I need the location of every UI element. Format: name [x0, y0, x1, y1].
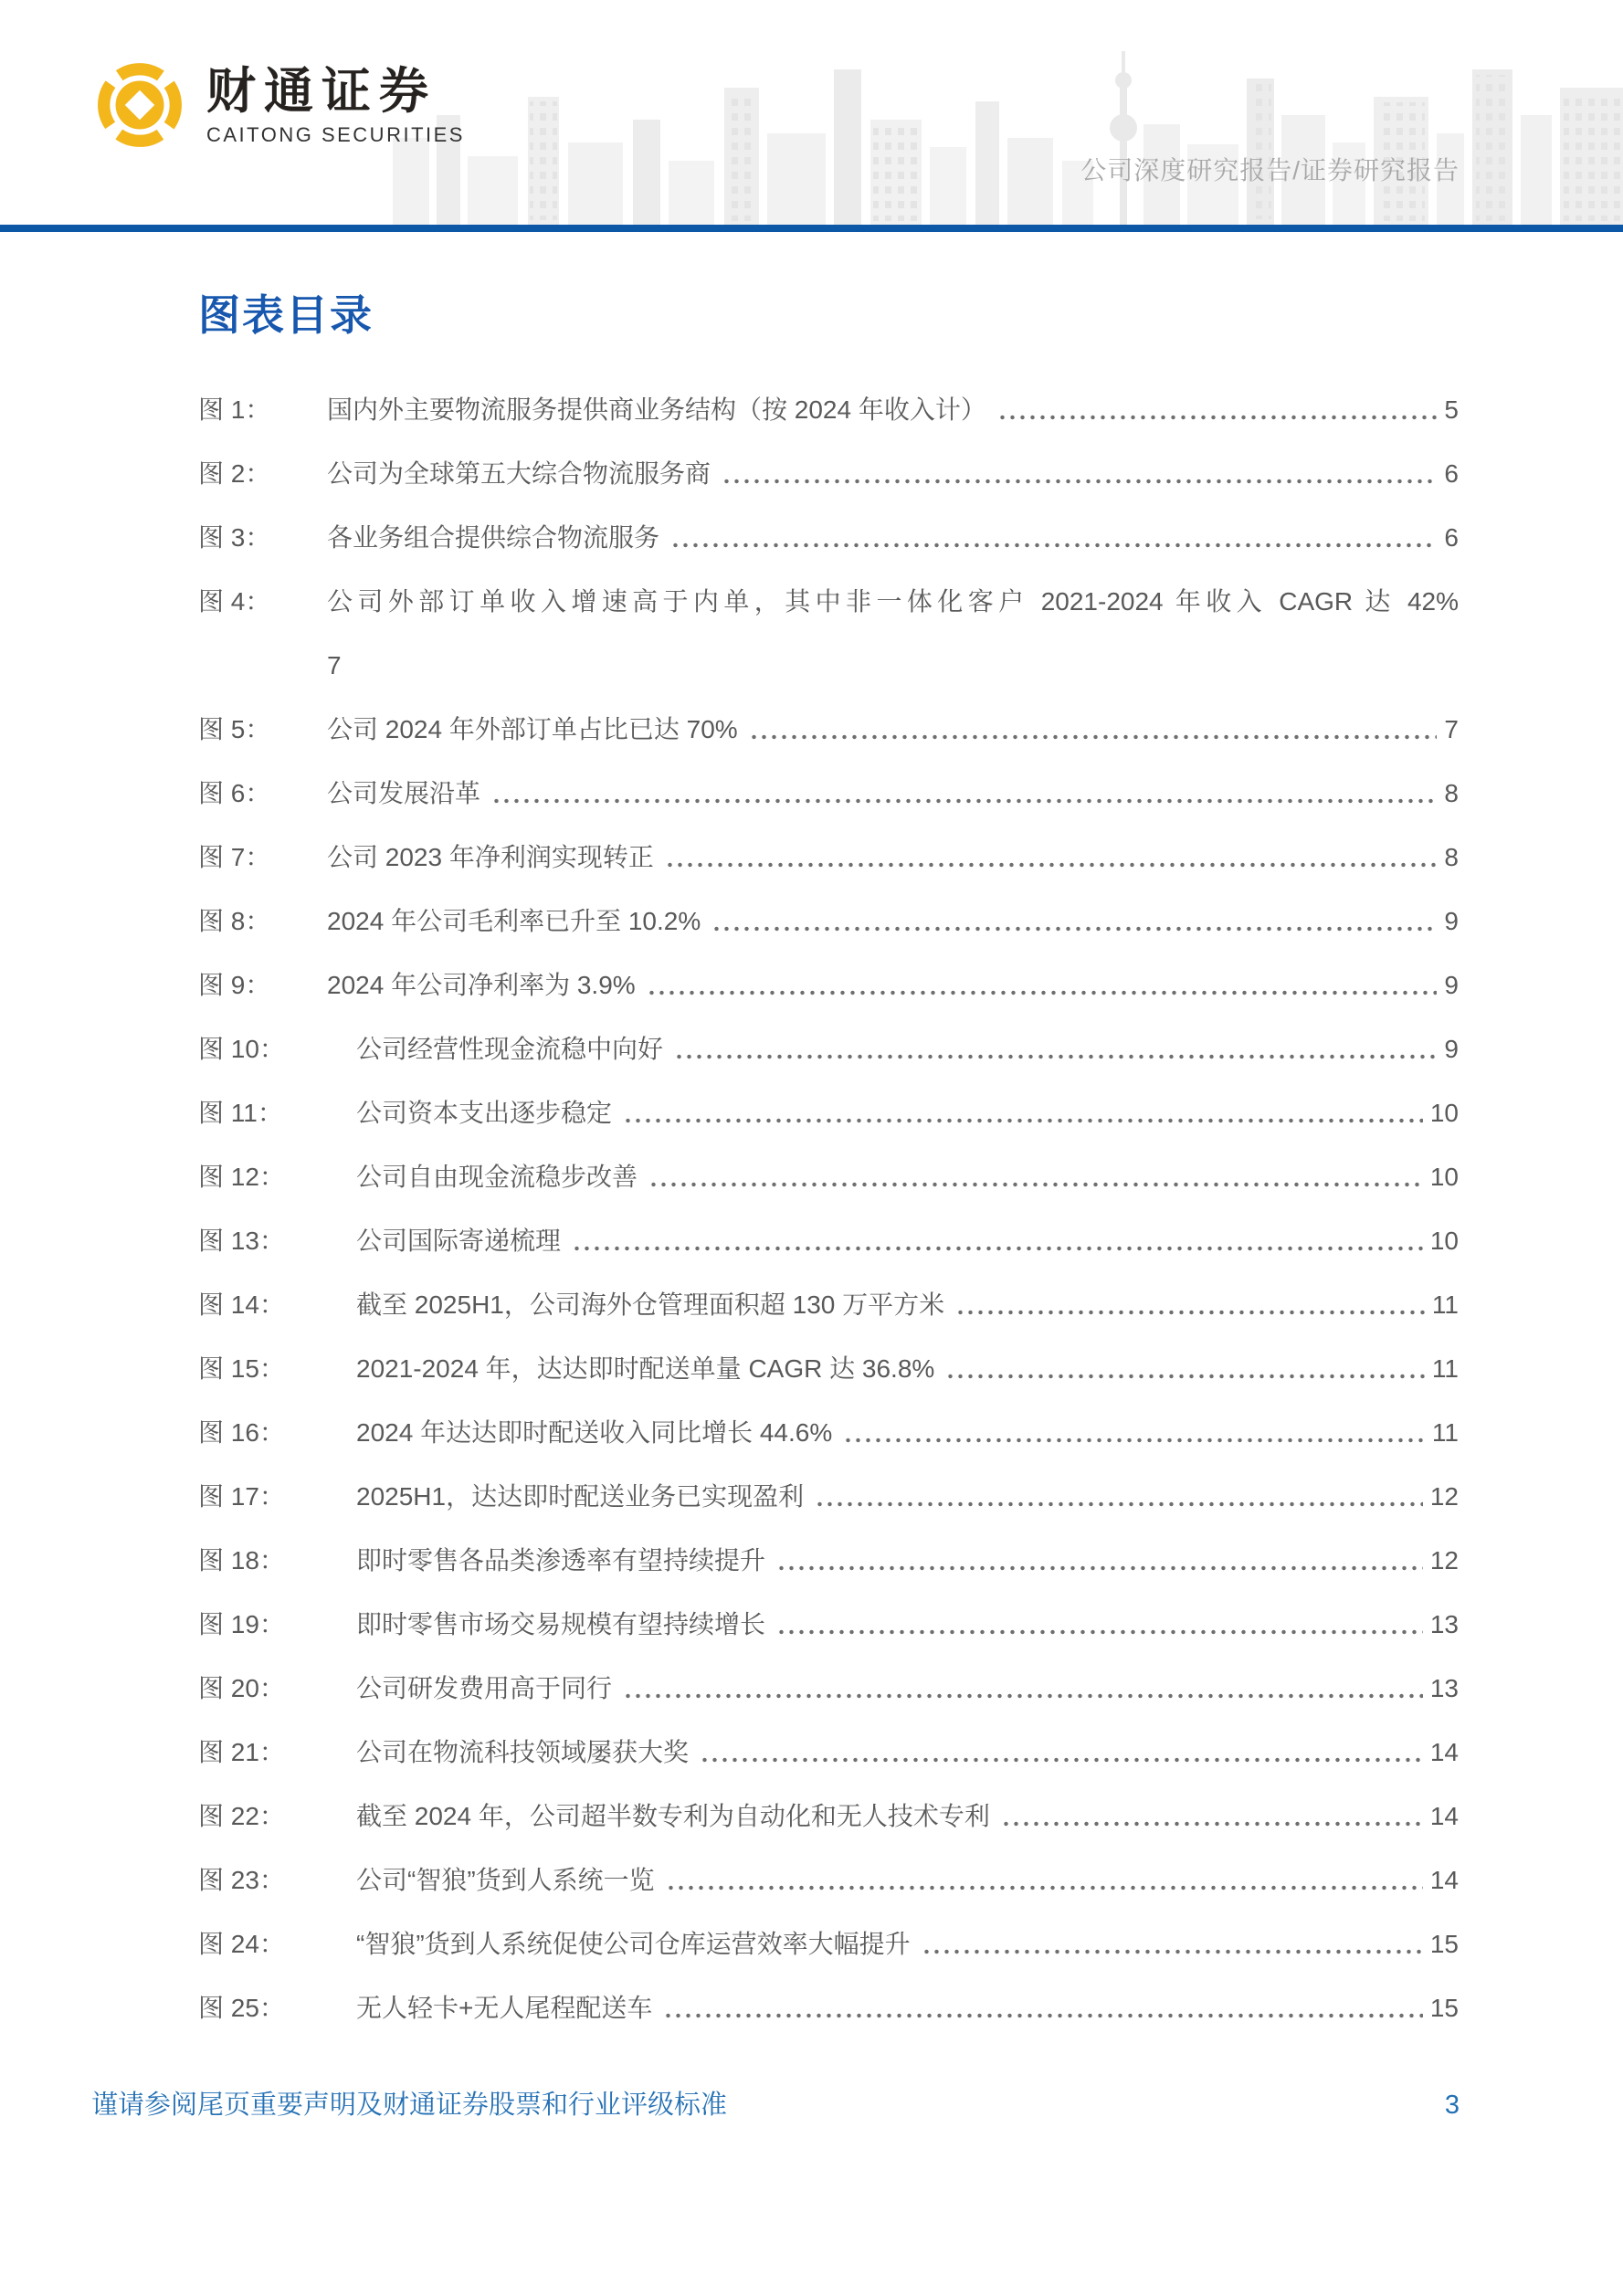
toc-entry-label: 图 12：: [198, 1163, 285, 1191]
brand-text: [206, 61, 465, 147]
toc-entry[interactable]: [198, 908, 1459, 934]
toc-entry-page: 10: [1429, 1227, 1459, 1255]
footer-page-number: 3: [1444, 2091, 1460, 2120]
toc-entry-label: 图 1：: [198, 395, 271, 424]
toc-entry-title: 2024 年公司净利率为 3.9%: [327, 971, 636, 999]
toc-entry[interactable]: [198, 780, 1459, 806]
toc-entry-title: 截至 2024 年，公司超半数专利为自动化和无人技术专利: [356, 1802, 990, 1830]
toc-entry[interactable]: [198, 1419, 1459, 1446]
toc-entry[interactable]: [198, 1227, 1459, 1254]
toc-entry-label: 图 22：: [198, 1802, 285, 1830]
toc-entry-title: 公司在物流科技领域屡获大奖: [356, 1738, 690, 1766]
toc-entry-page: 5: [1444, 395, 1459, 424]
toc-entry[interactable]: [198, 1803, 1459, 1829]
toc-entry-label: 图 2：: [198, 459, 271, 488]
toc-entry-title: 即时零售各品类渗透率有望持续提升: [356, 1546, 766, 1575]
toc-entry-title: 截至 2025H1，公司海外仓管理面积超 130 万平方米: [356, 1290, 945, 1319]
toc-entry-title: 公司“智狼”货到人系统一览: [356, 1866, 655, 1894]
toc-entry-label: 图 3：: [198, 523, 271, 552]
toc-entry-label: 图 14：: [198, 1290, 285, 1319]
toc-entry-page: 11: [1431, 1354, 1459, 1383]
toc-entry-label: 图 25：: [198, 1994, 285, 2022]
toc-entry-label: 图 11：: [198, 1099, 283, 1127]
toc-entry-page: 9: [1444, 907, 1459, 935]
toc-entry-label: 图 23：: [198, 1866, 285, 1894]
toc-leader-dots: [491, 798, 1437, 804]
toc-entry-page: 9: [1444, 971, 1459, 999]
toc-leader-dots: [674, 1054, 1437, 1059]
toc-leader-dots: [666, 1885, 1423, 1891]
toc-entry[interactable]: [198, 1867, 1459, 1893]
toc-entry-label: 图 24：: [198, 1930, 285, 1958]
toc-entry-page: 6: [1444, 523, 1459, 552]
caitong-coin-icon: [91, 57, 188, 153]
toc-entry-page: 7: [327, 651, 342, 679]
header-divider-rule: [0, 225, 1623, 232]
toc-entry-label: 图 10：: [198, 1035, 285, 1063]
toc-leader-dots: [749, 734, 1438, 740]
toc-entry-title: 公司经营性现金流稳中向好: [356, 1035, 664, 1063]
toc-entry-page: 15: [1429, 1994, 1459, 2022]
toc-leader-dots: [648, 1182, 1423, 1187]
toc-entry-page: 14: [1429, 1866, 1459, 1894]
toc-entry[interactable]: [198, 1931, 1459, 1957]
toc-entry-page: 14: [1429, 1802, 1459, 1830]
toc-entry-page: 8: [1444, 843, 1459, 871]
toc-leader-dots: [922, 1949, 1423, 1954]
toc-entry[interactable]: [198, 1355, 1459, 1382]
toc-entry[interactable]: [198, 524, 1459, 551]
toc-entry-label: 图 21：: [198, 1738, 285, 1766]
caitong-logo: [91, 57, 465, 153]
toc-entry-title: 2021-2024 年，达达即时配送单量 CAGR 达 36.8%: [356, 1354, 935, 1383]
toc-leader-dots: [700, 1757, 1423, 1763]
toc-entry-page: 8: [1444, 779, 1459, 807]
toc-leader-dots: [776, 1565, 1423, 1571]
page-footer: [91, 2090, 1460, 2121]
toc-entry-label: 图 6：: [198, 779, 271, 807]
toc-entry-page: 10: [1429, 1099, 1459, 1127]
toc-entry-title: “智狼”货到人系统促使公司仓库运营效率大幅提升: [356, 1930, 911, 1958]
toc-entry-label: 图 19：: [198, 1610, 285, 1638]
toc-entry-title: 2024 年达达即时配送收入同比增长 44.6%: [356, 1418, 833, 1447]
toc-entry[interactable]: [198, 588, 1459, 679]
toc-entry-title: 公司 2024 年外部订单占比已达 70%: [327, 715, 738, 743]
toc-entry[interactable]: [198, 1547, 1459, 1574]
toc-entry[interactable]: [198, 1675, 1459, 1701]
toc-entry-label: 图 5：: [198, 715, 271, 743]
toc-entry-label: 图 15：: [198, 1354, 285, 1383]
toc-entry-page: 7: [1444, 715, 1459, 743]
toc-entry-title: 各业务组合提供综合物流服务: [327, 523, 660, 552]
toc-entry[interactable]: [198, 1036, 1459, 1062]
figure-toc-section: [198, 290, 1459, 2059]
toc-entry-title: 公司自由现金流稳步改善: [356, 1163, 638, 1191]
toc-entry-page: 13: [1429, 1610, 1459, 1638]
toc-entry-label: 图 16：: [198, 1418, 285, 1447]
toc-entry-page: 13: [1429, 1674, 1459, 1702]
toc-entry-label: 图 9：: [198, 971, 271, 999]
toc-entry[interactable]: [198, 1483, 1459, 1510]
toc-entry-page: 11: [1431, 1290, 1459, 1319]
toc-entry-title: 公司外部订单收入增速高于内单，其中非一体化客户 2021-2024 年收入 CAGR 达 42%: [327, 587, 1459, 616]
toc-leader-dots: [955, 1310, 1425, 1315]
toc-entry-page: 14: [1429, 1738, 1459, 1766]
toc-entry-title: 公司为全球第五大综合物流服务商: [327, 459, 711, 488]
toc-entry-page: 9: [1444, 1035, 1459, 1063]
toc-entry[interactable]: [198, 972, 1459, 998]
toc-entry-title: 公司 2023 年净利润实现转正: [327, 843, 654, 871]
toc-leader-dots: [843, 1438, 1425, 1443]
toc-entry-label: 图 4：: [198, 587, 271, 616]
toc-entry-page: 15: [1429, 1930, 1459, 1958]
toc-leader-dots: [711, 926, 1437, 932]
toc-leader-dots: [623, 1693, 1423, 1699]
toc-leader-dots: [945, 1374, 1425, 1379]
toc-leader-dots: [815, 1501, 1423, 1507]
toc-leader-dots: [997, 415, 1438, 420]
toc-leader-dots: [1001, 1821, 1423, 1827]
toc-entry-label: 图 17：: [198, 1482, 285, 1511]
toc-entry-title: 无人轻卡+无人尾程配送车: [356, 1994, 653, 2022]
toc-entry-page: 12: [1429, 1482, 1459, 1511]
toc-entry[interactable]: [198, 1164, 1459, 1190]
toc-entry[interactable]: [198, 1995, 1459, 2021]
toc-entry[interactable]: [198, 1291, 1459, 1318]
toc-entry-title: 2025H1，达达即时配送业务已实现盈利: [356, 1482, 805, 1511]
toc-entry-title: 公司发展沿革: [327, 779, 481, 807]
toc-entry-title: 公司国际寄递梳理: [356, 1227, 562, 1255]
toc-entry-label: 图 20：: [198, 1674, 285, 1702]
toc-heading: 图表目录: [198, 291, 374, 339]
toc-entry-title: 公司资本支出逐步稳定: [356, 1099, 613, 1127]
toc-entry[interactable]: [198, 1739, 1459, 1765]
page-header: [0, 0, 1623, 232]
toc-leader-dots: [623, 1118, 1423, 1123]
toc-entry-label: 图 13：: [198, 1227, 285, 1255]
toc-entry-title: 即时零售市场交易规模有望持续增长: [356, 1610, 766, 1638]
toc-leader-dots: [663, 2013, 1422, 2018]
toc-leader-dots: [776, 1629, 1423, 1635]
brand-name-zh: 财通证券: [206, 61, 437, 120]
toc-entry-page: 10: [1429, 1163, 1459, 1191]
toc-entry-page: 6: [1444, 459, 1459, 488]
report-type-label: 公司深度研究报告/证券研究报告: [1080, 156, 1460, 184]
toc-leader-dots: [647, 990, 1438, 995]
toc-entry-label: 图 8：: [198, 907, 271, 935]
toc-entry[interactable]: [198, 716, 1459, 743]
toc-entry[interactable]: [198, 460, 1459, 487]
toc-entry-page: 12: [1429, 1546, 1459, 1575]
toc-leader-dots: [722, 479, 1437, 484]
toc-entry[interactable]: [198, 396, 1459, 423]
toc-entry[interactable]: [198, 1611, 1459, 1638]
toc-entry-title: 2024 年公司毛利率已升至 10.2%: [327, 907, 701, 935]
brand-name-en: CAITONG SECURITIES: [206, 122, 465, 146]
toc-entry-title: 公司研发费用高于同行: [356, 1674, 613, 1702]
footer-disclaimer: 谨请参阅尾页重要声明及财通证券股票和行业评级标准: [91, 2091, 728, 2120]
toc-leader-dots: [665, 862, 1438, 868]
toc-entry-label: 图 7：: [198, 843, 271, 871]
toc-leader-dots: [572, 1246, 1423, 1251]
toc-entry-page: 11: [1431, 1418, 1459, 1447]
toc-entry[interactable]: [198, 844, 1459, 870]
toc-entry[interactable]: [198, 1100, 1459, 1126]
toc-entry-label: 图 18：: [198, 1546, 285, 1575]
toc-entry-title: 国内外主要物流服务提供商业务结构（按 2024 年收入计）: [327, 395, 986, 424]
toc-leader-dots: [670, 542, 1437, 548]
toc-list: [198, 396, 1459, 2021]
